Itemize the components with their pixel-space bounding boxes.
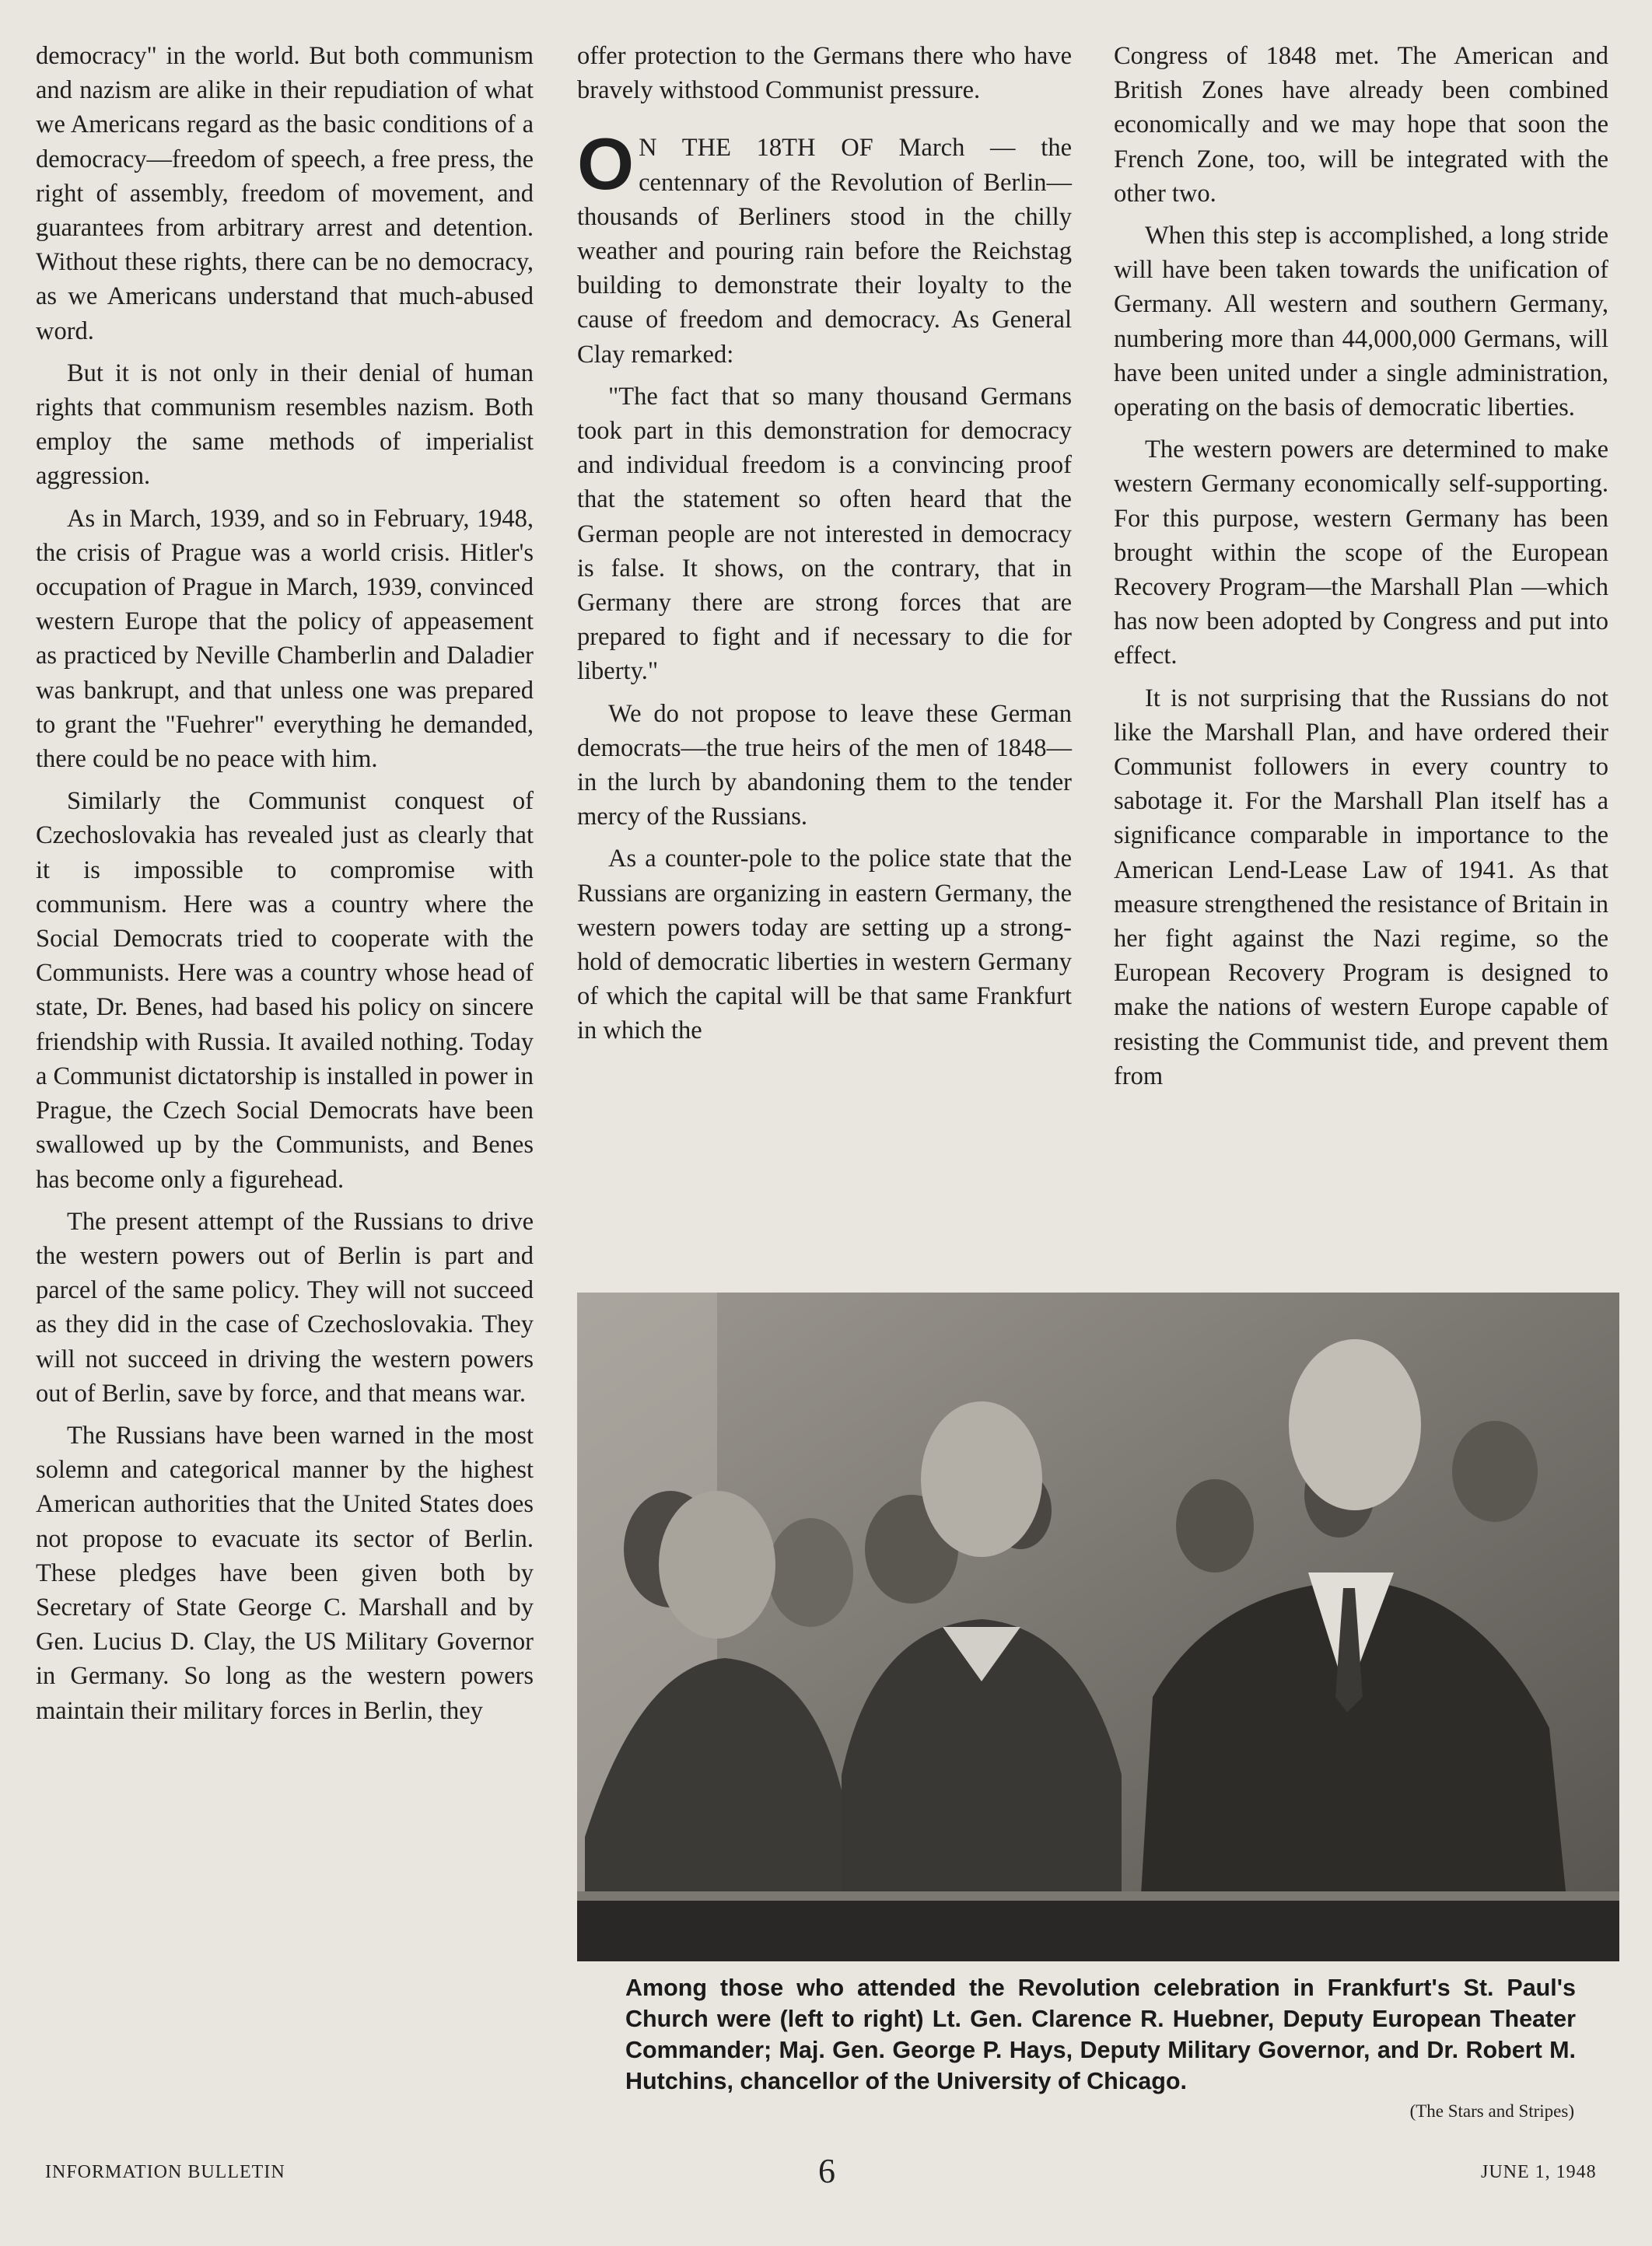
paragraph: The present attempt of the Russians to drive the western powers out of Berlin is part and parcel of the same policy. They will not succeed as they did in the case of Czechoslovakia. They will not succeed in driving the western powers out of Berlin, save by force, and that means war. [36,1207,534,1408]
news-photo [577,1293,1619,1961]
paragraph: As a counter-pole to the police state that the Russians are organizing in eastern Germany, the western powers today are setting up a strong-hold of democratic liberties in western Germany of which the capital will be that same Frankfurt in which the [577,845,1072,1045]
photo-illustration [577,1293,1619,1961]
article-column-left [36,39,534,1736]
footer-date: JUNE 1, 1948 [1481,2162,1597,2182]
quote-paragraph: "The fact that so many thousand Germans took part in this demonstration for democracy and individual freedom is a convincing proof that the statement so often heard that the German people are not interested in democracy is false. It shows, on the contrary, that in Germany there are strong forces that are prepared to fight and if necessary to die for liberty." [577,382,1072,686]
paragraph: The Russians have been warned in the most solemn and categorical manner by the highest American authorities that the United States does not propose to evacuate its sector of Berlin. These pledges have been given both by Secretary of State George C. Marshall and by Gen. Lucius D. Clay, the US Military Governor in Germany. So long as the western powers maintain their military forces in Berlin, they [36,1421,534,1725]
paragraph: As in March, 1939, and so in February, 1948, the crisis of Prague was a world crisis. Hitler's occupation of Prague in March, 1939, convinced western Europe that the policy of appeasement as practiced by Neville Chamberlin and Daladier was bankrupt, and that unless one was prepared to grant the "Fuehrer" everything he demanded, there could be no peace with him. [36,504,534,774]
article-column-middle [577,39,1072,1056]
paragraph: We do not propose to leave these German democrats—the true heirs of the men of 1848—in the lurch by abandoning them to the tender mercy of the Russians. [577,699,1072,831]
drop-cap: O [577,123,635,205]
paragraph: offer protection to the Germans there who have bravely withstood Communist pressure. [577,42,1072,105]
footer-publication: INFORMATION BULLETIN [45,2162,285,2182]
paragraph-text: N THE 18TH OF March — the centennary of the Revolution of Berlin—thousands of Berliners stood in the chilly weather and pouring rain before the Reichstag building to demonstrate their loyalty to the cause of freedom and democracy. As General Clay remarked: [577,134,1072,369]
photo-credit: (The Stars and Stripes) [1409,2101,1574,2121]
paragraph: Congress of 1848 met. The American and British Zones have already been combined economically and we may hope that soon the French Zone, too, will be integrated with the other two. [1114,42,1608,208]
paragraph: It is not surprising that the Russians do not like the Marshall Plan, and have ordered their Communist followers in every country to sabotage it. For the Marshall Plan itself has a significance comparable in importance to the American Lend-Lease Law of 1941. As that measure strengthened the resistance of Britain in her fight against the Nazi regime, so the European Recovery Program is designed to make the nations of western Europe capable of resisting the Communist tide, and prevent them from [1114,684,1608,1090]
paragraph: But it is not only in their denial of human rights that communism resembles nazism. Both employ the same methods of imperialist aggression. [36,359,534,491]
section-opening-paragraph [577,123,1072,371]
photo-caption: Among those who attended the Revolution celebration in Frankfurt's St. Paul's Church were (left to right) Lt. Gen. Clarence R. Huebner, Deputy European Theater Commander; Maj. Gen. George P. Hays, Deputy Military Governor, and Dr. Robert M. Hutchins, chancellor of the University of Chicago. [625,1975,1576,2094]
paragraph: The western powers are determined to make western Germany economically self-supporting. For this purpose, western Germany has been brought within the scope of the European Recovery Program—the Marshall Plan —which has now been adopted by Congress and put into effect. [1114,436,1608,670]
paragraph: Similarly the Communist conquest of Czechoslovakia has revealed just as clearly that it is impossible to compromise with communism. Here was a country where the Social Democrats tried to cooperate with the Communists. Here was a country whose head of state, Dr. Benes, had based his policy on sincere friendship with Russia. It availed nothing. Today a Communist dictatorship is installed in power in Prague, the Czech Social Democrats have been swallowed up by the Communists, and Benes has become only a figurehead. [36,787,534,1194]
paragraph: When this step is accomplished, a long stride will have been taken towards the unification of Germany. All western and southern Germany, numbering more than 44,000,000 Germans, will have been united under a single administration, operating on the basis of democratic liberties. [1114,222,1608,422]
page-number: 6 [818,2152,835,2190]
paragraph: democracy" in the world. But both communism and nazism are alike in their repudiation of what we Americans regard as the basic conditions of a democracy—freedom of speech, a free press, the right of assembly, freedom of movement, and guarantees from arbitrary arrest and detention. Without these rights, there can be no democracy, as we Americans understand that much-abused word. [36,42,534,345]
article-column-right [1114,39,1608,1101]
